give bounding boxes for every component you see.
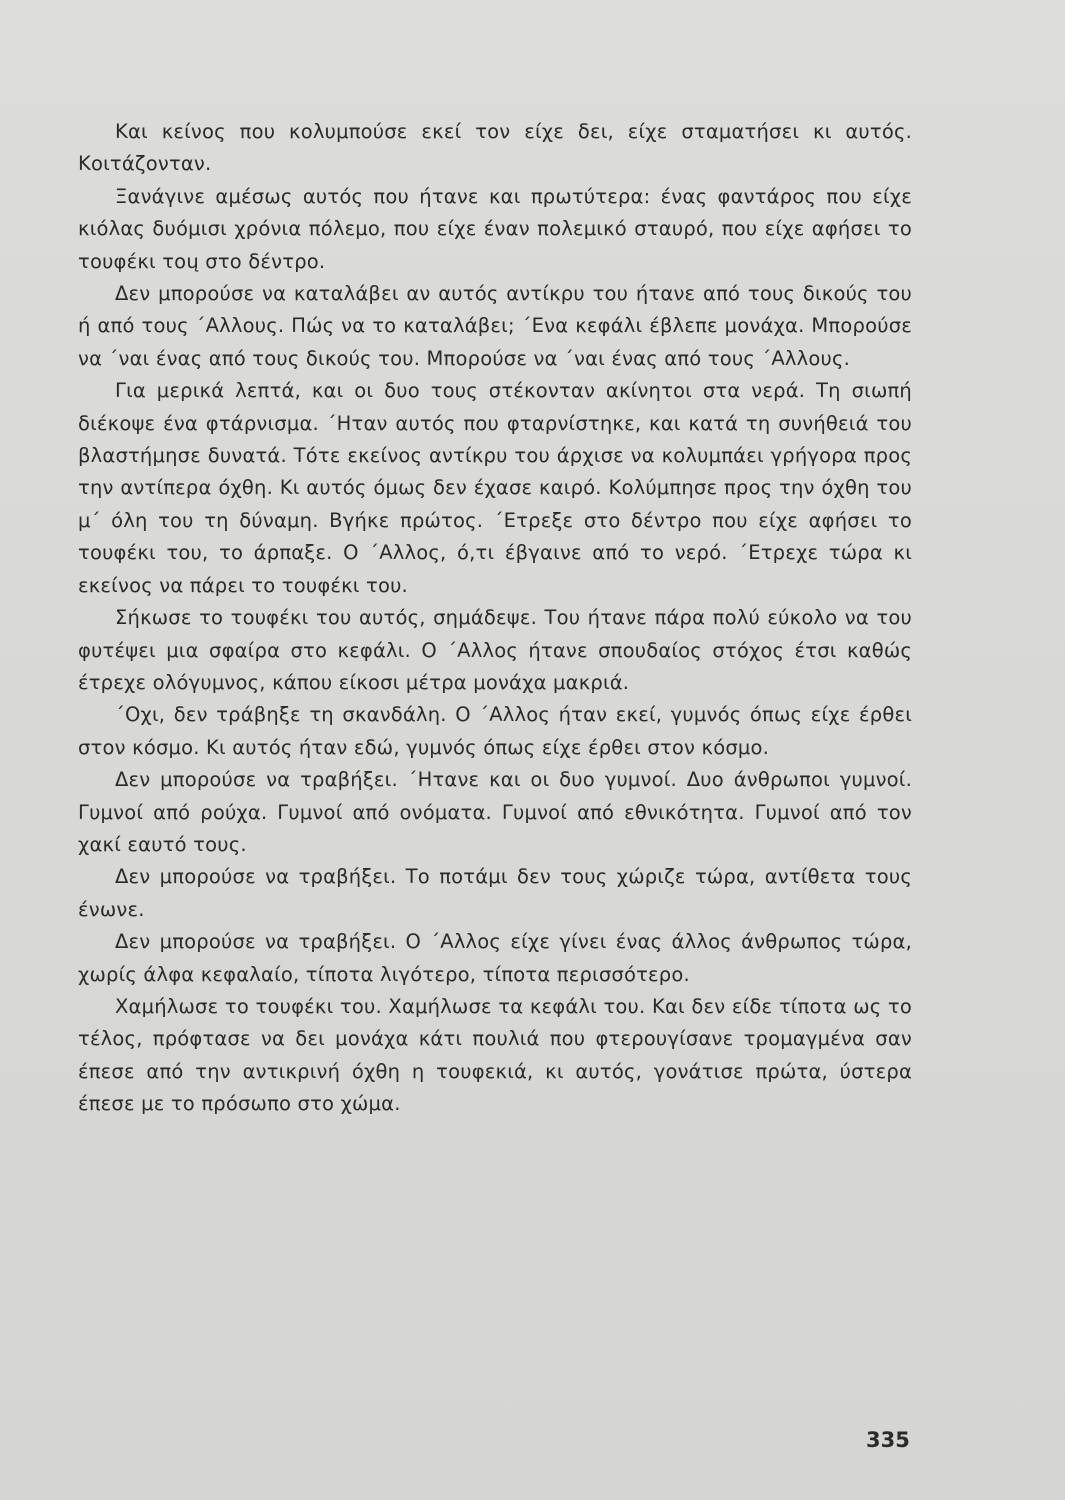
paragraph: ΄Οχι, δεν τράβηξε τη σκανδάλη. Ο ΄Αλλος ήταν εκεί, γυμνός όπως είχε έρθει στον κόσμο. Κι αυτός ήταν εδώ, γυμνός όπως είχε έρθει στον κόσμο. <box>78 703 912 759</box>
paragraph: Χαμήλωσε το τουφέκι του. Χαμήλωσε τα κεφάλι του. Και δεν είδε τίποτα ως το τέλος, πρόφτασε να δει μονάχα κάτι πουλιά που φτερουγίσανε τρομαγμένα σαν έπεσε από την αντικρινή όχθη η τουφεκιά, κι αυτός, γονάτισε πρώτα, ύστερα έπεσε με το πρόσωπο στο χώμα. <box>78 994 912 1116</box>
page-number: 335 <box>866 1428 910 1452</box>
paragraph: Ξανάγινε αμέσως αυτός που ήτανε και πρωτύτερα: ένας φαντάρος που είχε κιόλας δυόμισι χρόνια πόλεμο, που είχε έναν πολεμικό σταυρό, που είχε αφήσει το τουφέκι τοų στο δέντρο. <box>78 184 912 273</box>
paragraph: Για μερικά λεπτά, και οι δυο τους στέκονταν ακίνητοι στα νερά. Τη σιωπή διέκοψε ένα φτάρνισμα. ΄Ηταν αυτός που φταρνίστηκε, και κατά τη συνήθειά του βλαστήμησε δυνατά. Τότε εκείνος αντίκρυ του άρχισε να κολυμπάει γρήγορα προς την αντίπερα όχθη. Κι αυτός όμως δεν έχασε καιρό. Κολύμπησε προς την όχθη του μ΄ όλη του τη δύναμη. Βγήκε πρώτος. ΄Ετρεξε στο δέντρο που είχε αφήσει το τουφέκι του, το άρπαξε. Ο ΄Αλλος, ό,τι έβγαινε από το νερό. ΄Ετρεχε τώρα κι εκείνος να πάρει το τουφέκι του. <box>78 379 912 597</box>
paragraph: Δεν μπορούσε να τραβήξει. Το ποτάμι δεν τους χώριζε τώρα, αντίθετα τους ένωνε. <box>78 865 912 921</box>
paragraph: Δεν μπορούσε να καταλάβει αν αυτός αντίκρυ του ήτανε από τους δικούς του ή από τους ΄Αλλους. Πώς να το καταλάβει; ΄Ενα κεφάλι έβλεπε μονάχα. Μπορούσε να ΄ναι ένας από τους δικούς του. Μπορούσε να ΄ναι ένας από τους ΄Αλλους. <box>78 282 912 370</box>
paragraph: Δεν μπορούσε να τραβήξει. Ο ΄Αλλος είχε γίνει ένας άλλος άνθρωπος τώρα, χωρίς άλφα κεφαλαίο, τίποτα λιγότερο, τίποτα περισσότερο. <box>78 930 912 986</box>
paragraph: Και κείνος που κολυμπούσε εκεί τον είχε δει, είχε σταματήσει κι αυτός. Κοιτάζονταν. <box>78 120 912 176</box>
paragraph: Δεν μπορούσε να τραβήξει. ΄Ητανε και οι δυο γυμνοί. Δυο άνθρωποι γυμνοί. Γυμνοί από ρούχα. Γυμνοί από ονόματα. Γυμνοί από εθνικότητα. Γυμνοί από τον χακί εαυτό τους. <box>78 768 912 856</box>
paragraph: Σήκωσε το τουφέκι του αυτός, σημάδεψε. Του ήτανε πάρα πολύ εύκολο να του φυτέψει μια σφαίρα στο κεφάλι. Ο ΄Αλλος ήτανε σπουδαίος στόχος έτσι καθώς έτρεχε ολόγυμνος, κάπου είκοσι μέτρα μονάχα μακριά. <box>78 606 912 694</box>
body-text <box>78 116 912 1121</box>
